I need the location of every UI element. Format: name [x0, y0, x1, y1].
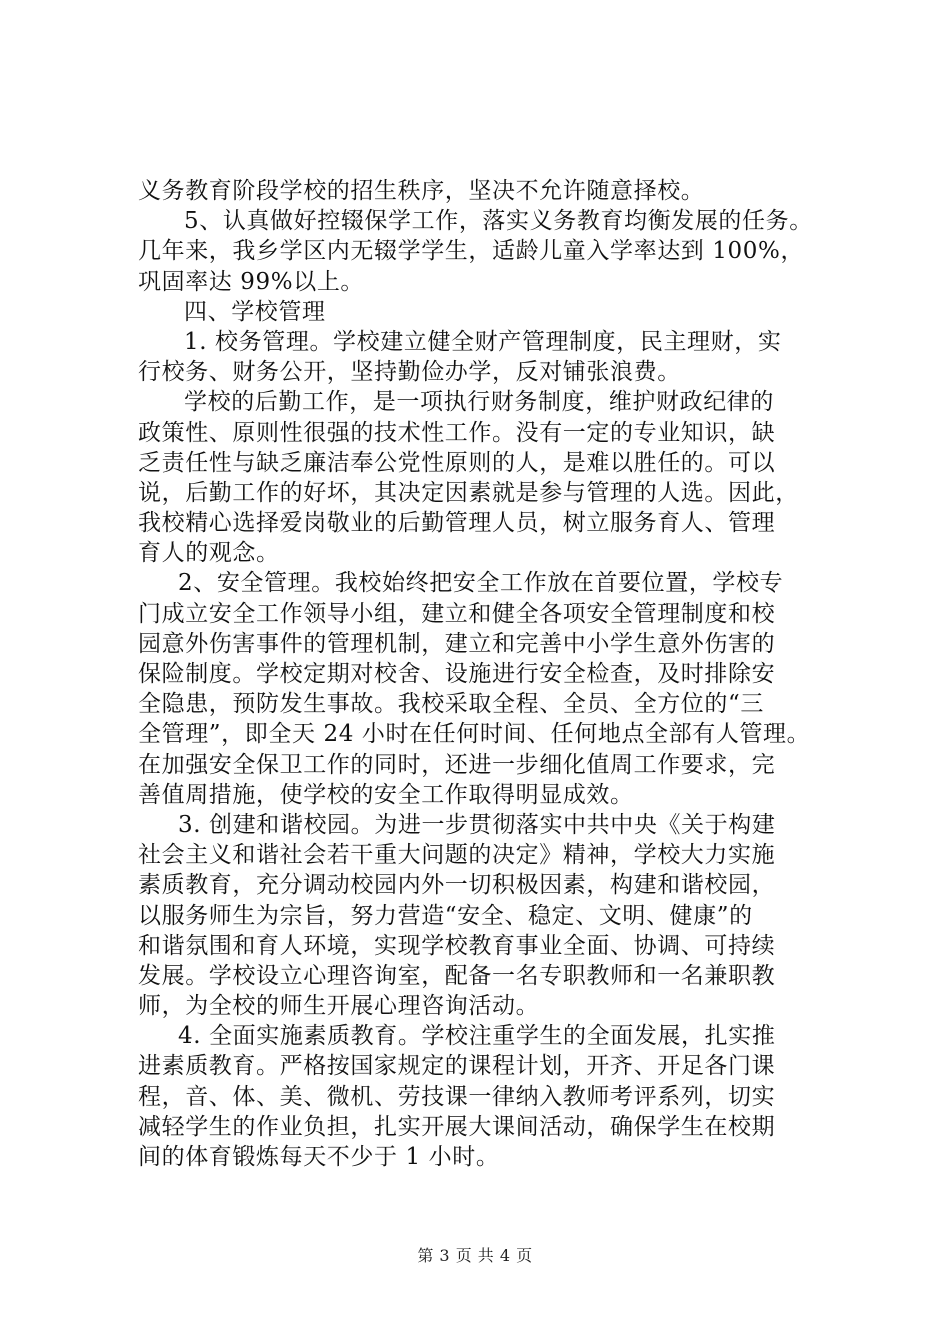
text-line: 社会主义和谐社会若干重大问题的决定》精神，学校大力实施 — [138, 842, 776, 869]
text-line: 善值周措施，使学校的安全工作取得明显成效。 — [138, 781, 634, 808]
text-line: 门成立安全工作领导小组，建立和健全各项安全管理制度和校 — [138, 600, 776, 627]
text-line: 育人的观念。 — [138, 540, 280, 567]
text-line: 保险制度。学校定期对校舍、设施进行安全检查，及时排除安 — [138, 661, 776, 687]
text-line: 程，音、体、美、微机、劳技课一律纳入教师考评系列，切实 — [138, 1083, 776, 1110]
text-line: 5、认真做好控辍保学工作，落实义务教育均衡发展的任务。 — [184, 208, 813, 235]
text-line: 乏责任性与缺乏廉洁奉公党性原则的人，是难以胜任的。可以 — [138, 449, 776, 476]
text-line: 学校的后勤工作，是一项执行财务制度，维护财政纪律的 — [184, 389, 774, 416]
text-line: 发展。学校设立心理咨询室，配备一名专职教师和一名兼职教 — [138, 962, 776, 989]
text-line: 巩固率达 99%以上。 — [138, 268, 365, 295]
text-line: 四、学校管理 — [184, 298, 326, 325]
text-line: 素质教育，充分调动校园内外一切积极因素，构建和谐校园， — [138, 872, 776, 899]
page-footer: 第 3 页 共 4 页 — [417, 1246, 533, 1265]
text-line: 减轻学生的作业负担，扎实开展大课间活动，确保学生在校期 — [138, 1113, 776, 1140]
text-line: 3. 创建和谐校园。为进一步贯彻落实中共中央《关于构建 — [178, 811, 776, 838]
text-line: 园意外伤害事件的管理机制，建立和完善中小学生意外伤害的 — [138, 630, 776, 657]
text-line: 1. 校务管理。学校建立健全财产管理制度，民主理财，实 — [184, 328, 782, 355]
text-line: 我校精心选择爱岗敬业的后勤管理人员，树立服务育人、管理 — [138, 510, 776, 537]
text-line: 和谐氛围和育人环境，实现学校教育事业全面、协调、可持续 — [138, 932, 776, 959]
text-line: 几年来，我乡学区内无辍学学生，适龄儿童入学率达到 100%， — [138, 238, 805, 265]
text-line: 说，后勤工作的好坏，其决定因素就是参与管理的人选。因此， — [138, 479, 799, 506]
text-line: 进素质教育。严格按国家规定的课程计划，开齐、开足各门课 — [138, 1053, 776, 1080]
text-line: 行校务、财务公开，坚持勤俭办学，反对铺张浪费。 — [138, 359, 681, 386]
text-line: 2、安全管理。我校始终把安全工作放在首要位置，学校专 — [178, 570, 784, 597]
text-line: 全管理”，即全天 24 小时在任何时间、任何地点全部有人管理。 — [138, 721, 811, 748]
text-line: 间的体育锻炼每天不少于 1 小时。 — [138, 1144, 500, 1170]
text-line: 4. 全面实施素质教育。学校注重学生的全面发展，扎实推 — [178, 1023, 776, 1050]
text-line: 在加强安全保卫工作的同时，还进一步细化值周工作要求，完 — [138, 751, 776, 778]
text-line: 义务教育阶段学校的招生秩序，坚决不允许随意择校。 — [138, 178, 705, 204]
document-body — [138, 176, 858, 1172]
text-line: 以服务师生为宗旨，努力营造“安全、稳定、文明、健康”的 — [138, 902, 753, 929]
text-line: 全隐患，预防发生事故。我校采取全程、全员、全方位的“三 — [138, 691, 764, 718]
text-line: 师，为全校的师生开展心理咨询活动。 — [138, 993, 540, 1020]
text-line: 政策性、原则性很强的技术性工作。没有一定的专业知识，缺 — [138, 419, 776, 446]
